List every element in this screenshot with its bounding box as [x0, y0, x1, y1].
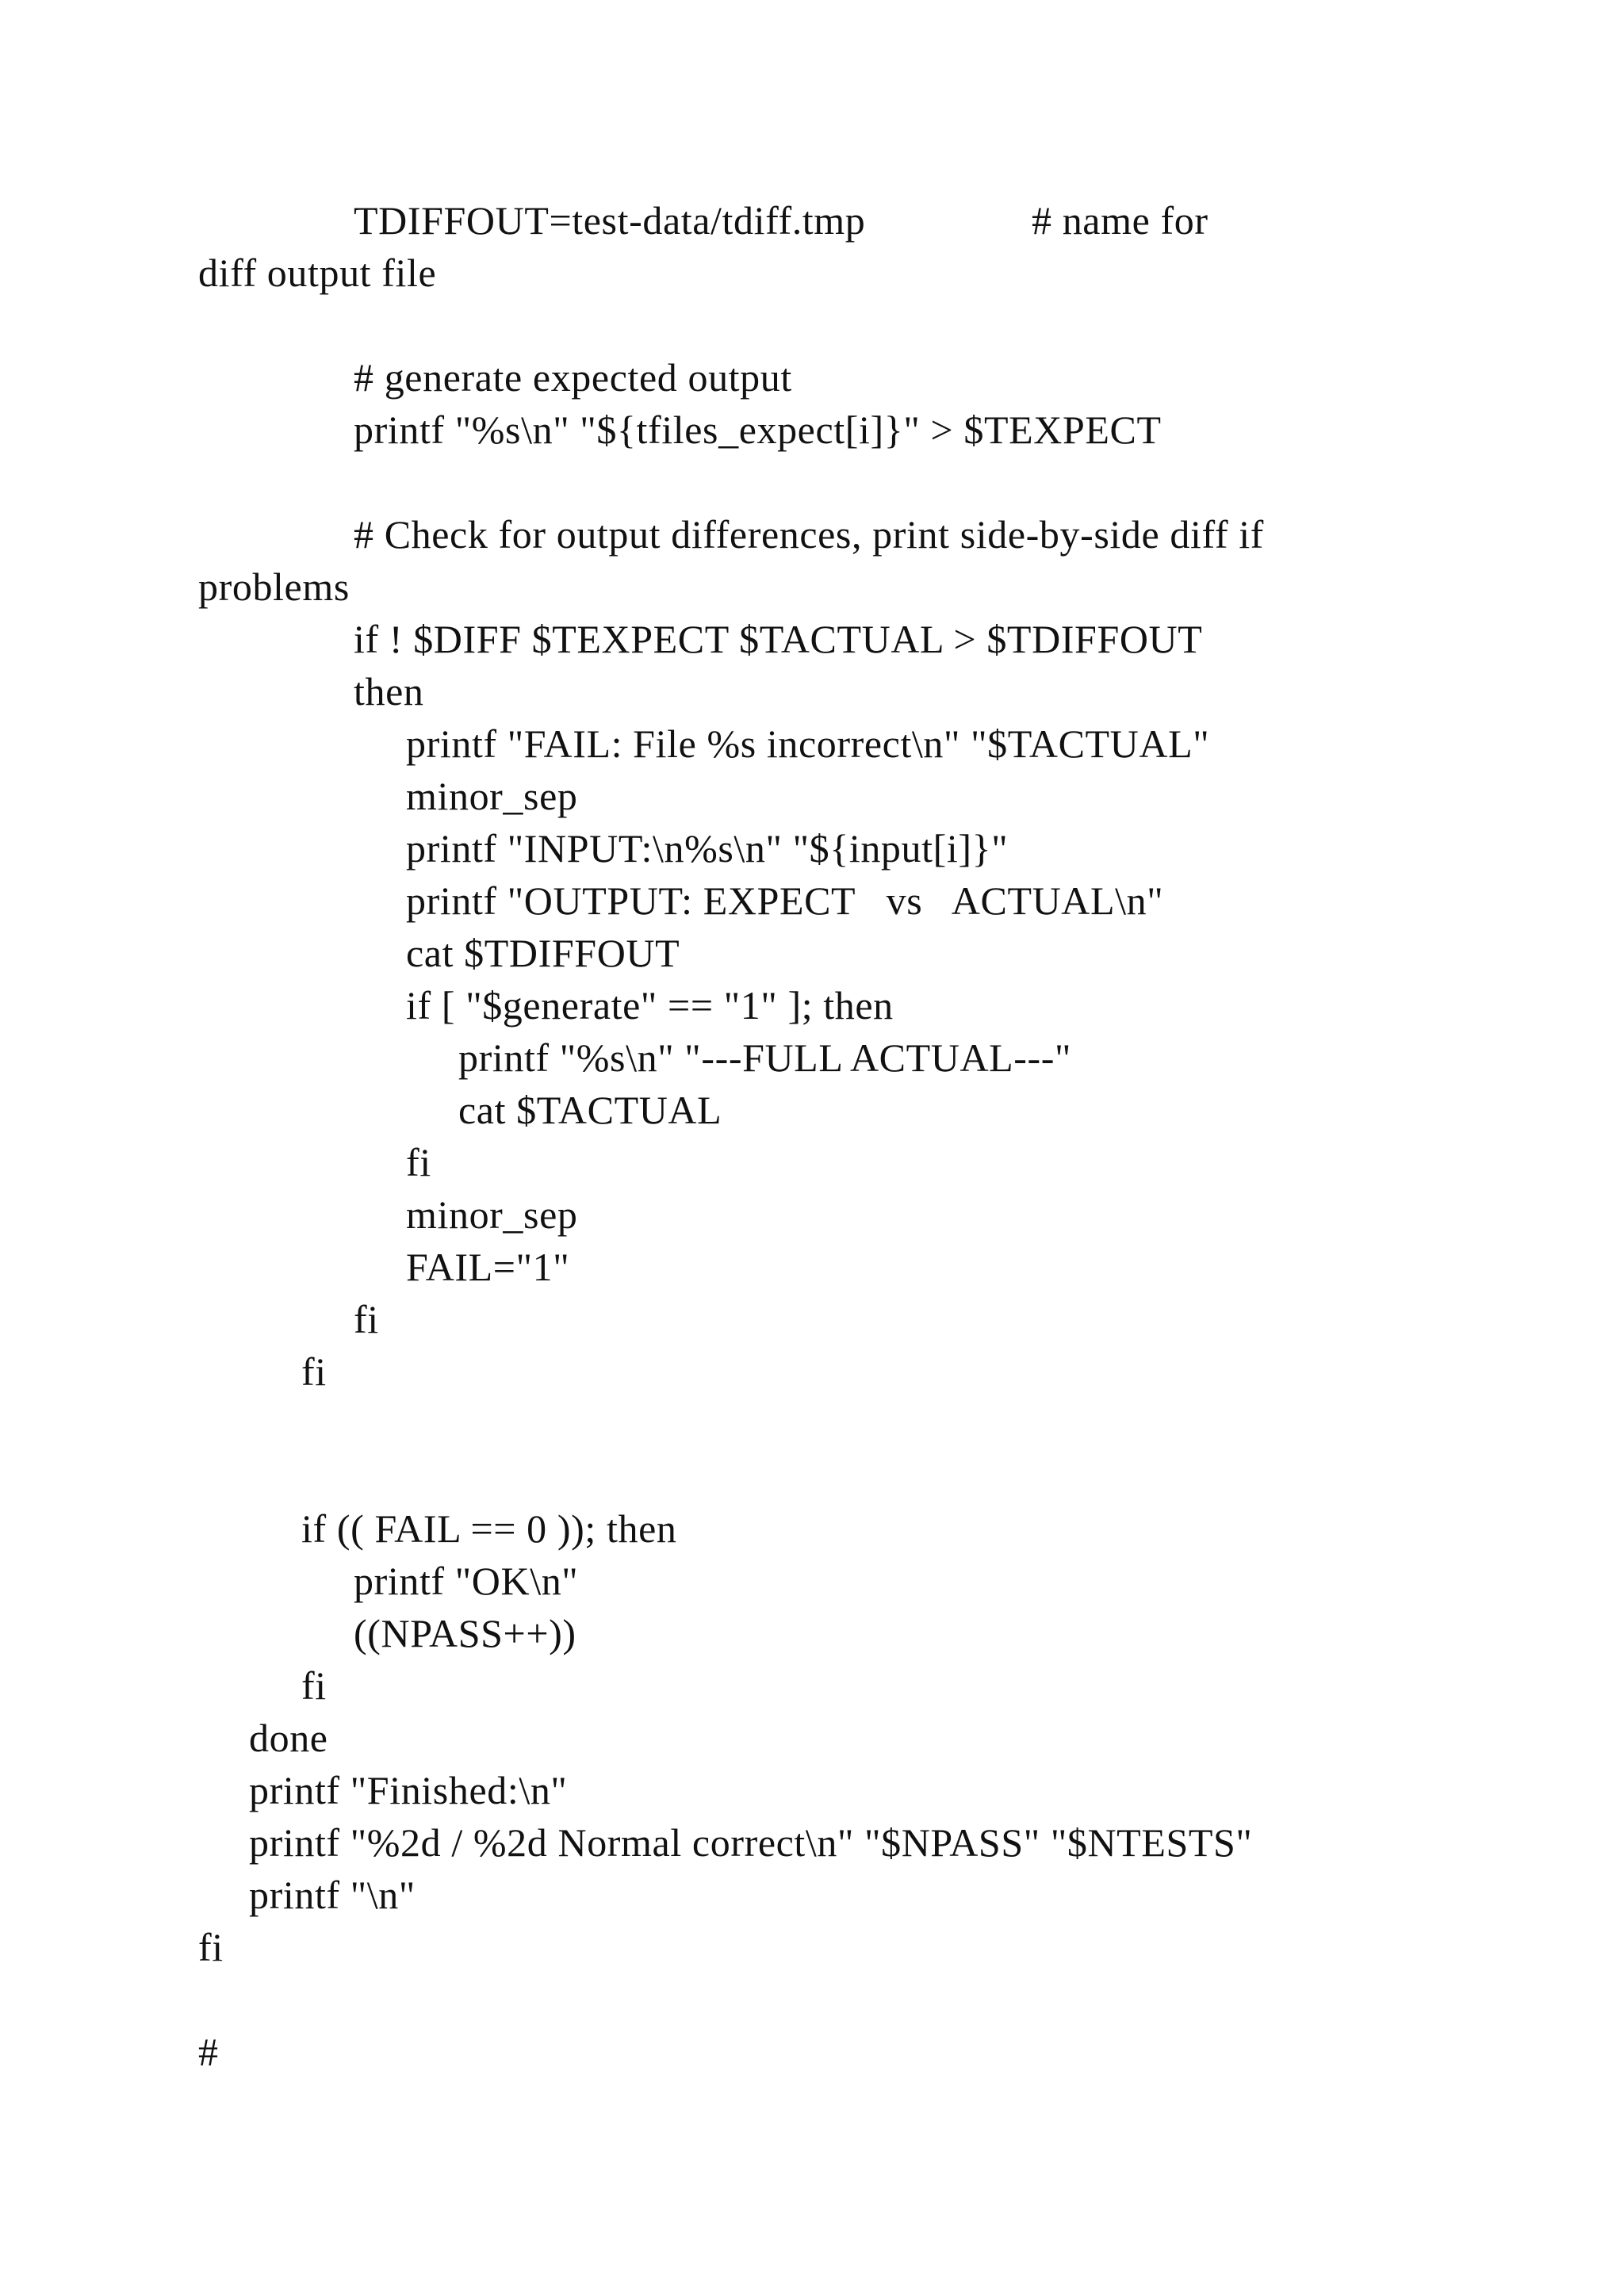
- code-line: printf "OUTPUT: EXPECT vs ACTUAL\n": [406, 878, 1164, 923]
- code-line: cat $TDIFFOUT: [406, 931, 680, 975]
- code-line: minor_sep: [406, 774, 578, 818]
- code-line: cat $TACTUAL: [458, 1088, 722, 1132]
- code-line: TDIFFOUT=test-data/tdiff.tmp # name for: [354, 198, 1208, 243]
- code-line: printf "Finished:\n": [249, 1768, 568, 1812]
- code-line: if [ "$generate" == "1" ]; then: [406, 983, 894, 1027]
- code-comment: # generate expected output: [354, 355, 792, 400]
- code-line: printf "OK\n": [354, 1559, 579, 1603]
- code-line: if ! $DIFF $TEXPECT $TACTUAL > $TDIFFOUT: [354, 617, 1203, 661]
- code-line: problems: [198, 564, 350, 609]
- code-line: fi: [301, 1349, 327, 1394]
- code-line: done: [249, 1716, 328, 1760]
- code-line: fi: [301, 1663, 327, 1708]
- code-line: diff output file: [198, 251, 437, 295]
- code-line: printf "INPUT:\n%s\n" "${input[i]}": [406, 826, 1009, 871]
- code-comment: #: [198, 2030, 219, 2074]
- code-line: printf "%s\n" "${tfiles_expect[i]}" > $TEXPECT: [354, 408, 1162, 452]
- code-line: then: [354, 669, 424, 714]
- code-line: printf "\n": [249, 1873, 416, 1917]
- code-line: fi: [406, 1140, 431, 1184]
- code-line: printf "FAIL: File %s incorrect\n" "$TACTUAL": [406, 721, 1210, 766]
- code-comment: # Check for output differences, print side-by-side diff if: [354, 512, 1264, 557]
- code-line: ((NPASS++)): [354, 1611, 576, 1655]
- code-line: fi: [198, 1925, 224, 1969]
- code-line: fi: [354, 1297, 379, 1341]
- code-line: printf "%2d / %2d Normal correct\n" "$NPASS" "$NTESTS": [249, 1820, 1253, 1865]
- code-line: minor_sep: [406, 1192, 578, 1237]
- code-line: printf "%s\n" "---FULL ACTUAL---": [458, 1035, 1072, 1080]
- code-line: if (( FAIL == 0 )); then: [301, 1506, 677, 1551]
- code-line: FAIL="1": [406, 1245, 570, 1289]
